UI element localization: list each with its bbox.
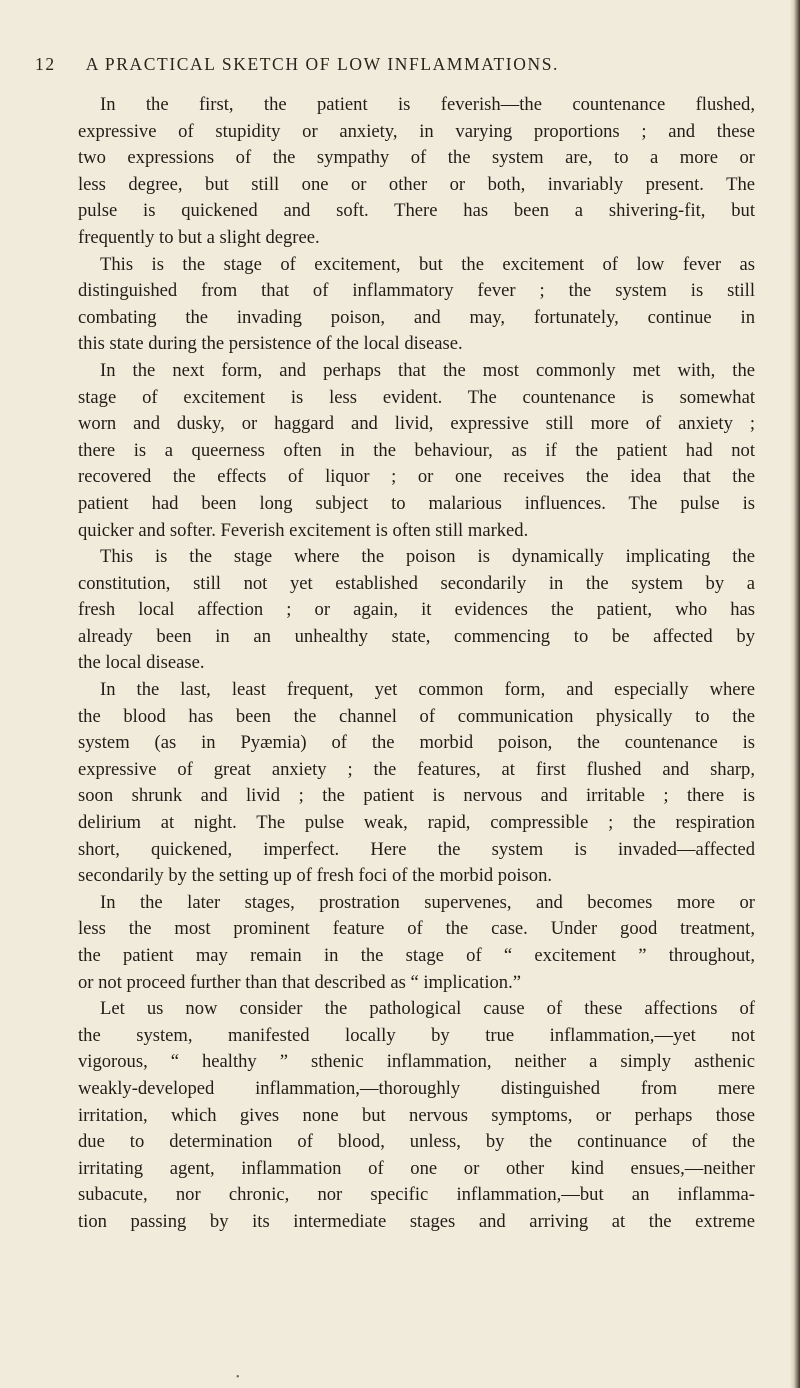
text-line: expressive of stupidity or anxiety, in varying proportions ; and these [78, 120, 755, 142]
text-line: subacute, nor chronic, nor specific inflammation,—but an inflamma- [78, 1184, 755, 1206]
page-number: 12 [35, 54, 56, 74]
text-line: delirium at night. The pulse weak, rapid, compressible ; the respiration [78, 812, 755, 834]
text-line: frequently to but a slight degree. [78, 226, 320, 248]
text-line: expressive of great anxiety ; the features, at first flushed and sharp, [78, 758, 755, 780]
text-line: vigorous, “ healthy ” sthenic inflammation, neither a simply asthenic [78, 1051, 755, 1073]
text-line: the blood has been the channel of communication physically to the [78, 705, 755, 727]
text-line: quicker and softer. Feverish excitement is often still marked. [78, 519, 529, 541]
text-line: soon shrunk and livid ; the patient is nervous and irritable ; there is [78, 785, 755, 807]
text-line: distinguished from that of inflammatory fever ; the system is still [78, 280, 755, 302]
text-line: This is the stage of excitement, but the excitement of low fever as [100, 253, 755, 275]
text-line: constitution, still not yet established secondarily in the system by a [78, 572, 755, 594]
text-line: worn and dusky, or haggard and livid, expressive still more of anxiety ; [78, 413, 755, 435]
text-line: short, quickened, imperfect. Here the system is invaded—affected [78, 838, 755, 860]
text-line: In the first, the patient is feverish—the countenance flushed, [100, 94, 755, 115]
text-line: this state during the persistence of the local disease. [78, 333, 463, 355]
text-line: stage of excitement is less evident. The countenance is somewhat [78, 386, 755, 408]
text-line: In the later stages, prostration supervenes, and becomes more or [100, 891, 755, 913]
text-line: irritating agent, inflammation of one or other kind ensues,—neither [78, 1157, 755, 1179]
text-line: the system, manifested locally by true inflammation,—yet not [78, 1024, 755, 1046]
text-line: already been in an unhealthy state, commencing to be affected by [78, 625, 755, 647]
text-line: due to determination of blood, unless, by the continuance of the [78, 1131, 755, 1153]
body-text [78, 92, 755, 1236]
text-line: the patient may remain in the stage of “ excitement ” throughout, [78, 945, 755, 966]
text-line: pulse is quickened and soft. There has been a shivering-fit, but [78, 200, 755, 222]
text-line: This is the stage where the poison is dynamically implicating the [100, 546, 755, 568]
text-line: the local disease. [78, 652, 205, 674]
text-line: secondarily by the setting up of fresh foci of the morbid poison. [78, 865, 553, 887]
text-line: In the next form, and perhaps that the most commonly met with, the [100, 359, 755, 381]
text-line: Let us now consider the pathological cause of these affections of [100, 998, 755, 1020]
text-line: there is a queerness often in the behaviour, as if the patient had not [78, 439, 755, 461]
text-line: tion passing by its intermediate stages and arriving at the extreme [78, 1210, 755, 1232]
text-line: combating the invading poison, and may, fortunately, continue in [78, 306, 755, 328]
text-line: recovered the effects of liquor ; or one receives the idea that the [78, 466, 755, 488]
footer-mark: • [236, 1372, 240, 1383]
text-line: weakly-developed inflammation,—thoroughly distinguished from mere [78, 1077, 755, 1099]
text-line: system (as in Pyæmia) of the morbid poison, the countenance is [78, 732, 755, 754]
text-line: two expressions of the sympathy of the system are, to a more or [78, 147, 755, 169]
text-line: less the most prominent feature of the case. Under good treatment, [78, 918, 755, 940]
text-line: patient had been long subject to malarious influences. The pulse is [78, 492, 755, 514]
page-edge-shadow [790, 0, 800, 1388]
page-header [35, 54, 755, 78]
running-head: A PRACTICAL SKETCH OF LOW INFLAMMATIONS. [85, 54, 560, 74]
text-line: irritation, which gives none but nervous symptoms, or perhaps those [78, 1104, 755, 1126]
text-line: or not proceed further than that described as “ implication.” [78, 971, 521, 993]
text-line: fresh local affection ; or again, it evidences the patient, who has [78, 599, 755, 621]
text-line: In the last, least frequent, yet common form, and especially where [100, 679, 755, 701]
text-line: less degree, but still one or other or both, invariably present. The [78, 173, 755, 195]
